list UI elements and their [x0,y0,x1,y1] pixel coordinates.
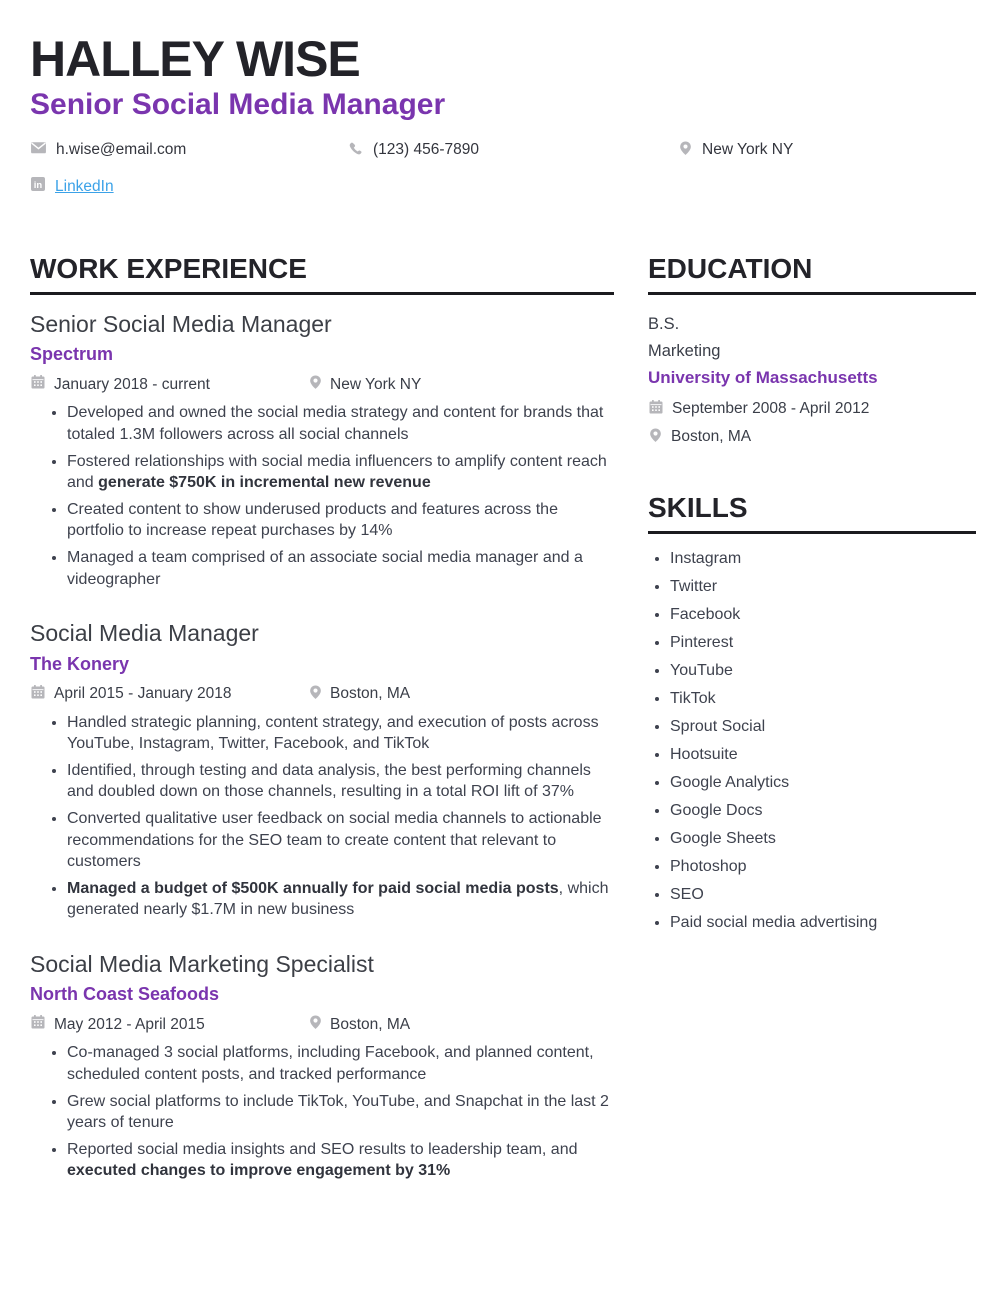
location-pin-icon [308,684,323,705]
job-meta [30,374,614,395]
job-bullet: • Developed and owned the social media strategy and content for brands that totaled 1.3M followers across all social channels [67,402,614,445]
skills-title: SKILLS [648,492,976,534]
education-major: Marketing [648,341,721,360]
job-location-text: New York NY [330,375,422,393]
calendar-icon [30,374,46,395]
linkedin-icon [30,176,46,197]
education-dates-row [648,399,976,420]
skill-item: • Sprout Social [670,718,976,736]
linkedin-link[interactable]: LinkedIn [55,177,114,195]
contact-phone [348,140,678,161]
contact-location-text: New York NY [702,141,794,158]
location-pin-icon [308,1014,323,1035]
contact-phone-text: (123) 456-7890 [373,141,479,158]
job-dates-text: April 2015 - January 2018 [54,685,232,703]
skill-item: • Google Sheets [670,830,976,848]
job-bullets [30,712,614,921]
work-experience-section [30,253,614,1182]
job-meta [30,1014,614,1035]
location-pin-icon [648,427,663,448]
resume-header [30,31,976,197]
skill-item: • Hootsuite [670,746,976,764]
contact-linkedin [30,176,348,197]
job-bullet: • Reported social media insights and SEO results to leadership team, and executed changes to improve engagement by 31% [67,1139,614,1182]
job-title: Social Media Marketing Specialist [30,950,374,977]
skill-item: • Google Analytics [670,774,976,792]
skill-item: • Google Docs [670,802,976,820]
job-bullet: • Co-managed 3 social platforms, including Facebook, and planned content, scheduled content posts, and tracked performance [67,1042,614,1085]
location-pin-icon [308,374,323,395]
calendar-icon [30,684,46,705]
job-bullet: • Created content to show underused products and features across the portfolio to increase repeat purchases by 14% [67,499,614,542]
skill-item: • Paid social media advertising [670,914,976,932]
education-section [648,253,976,448]
calendar-icon [30,1014,46,1035]
contact-info [30,139,976,197]
job-entry [30,311,614,590]
job-company: The Konery [30,653,130,674]
job-bullet: • Grew social platforms to include TikTok, YouTube, and Snapchat in the last 2 years of tenure [67,1091,614,1134]
work-experience-title: WORK EXPERIENCE [30,253,614,295]
email-icon [30,139,47,161]
job-entry [30,620,614,921]
job-dates-text: May 2012 - April 2015 [54,1015,205,1033]
job-location [308,684,410,705]
job-location-text: Boston, MA [330,685,411,703]
skills-section [648,492,976,932]
job-title: Social Media Manager [30,620,259,647]
job-entry [30,951,614,1182]
job-bullets [30,1042,614,1182]
skill-item: • Instagram [670,550,976,568]
calendar-icon [648,399,664,420]
skills-list [648,550,976,932]
job-bullets [30,402,614,590]
skill-item: • Photoshop [670,858,976,876]
location-pin-icon [678,140,693,161]
job-bullet: • Converted qualitative user feedback on social media channels to actionable recommendations for the SEO team to create content that relevant to customers [67,808,614,873]
right-column [648,253,976,1212]
skill-item: • Pinterest [670,634,976,652]
svg-text:in: in [33,180,43,191]
skill-item: • Facebook [670,606,976,624]
education-title: EDUCATION [648,253,976,295]
education-location: Boston, MA [671,428,752,446]
left-column [30,253,614,1212]
skill-item: • SEO [670,886,976,904]
job-location [308,374,421,395]
education-degree: B.S. [648,315,680,333]
job-company: North Coast Seafoods [30,984,220,1005]
job-dates [30,374,308,395]
resume-body [30,253,976,1212]
education-school: University of Massachusetts [648,368,878,388]
job-bullet: • Managed a team comprised of an associate social media manager and a videographer [67,547,614,590]
job-meta [30,684,614,705]
education-dates: September 2008 - April 2012 [672,400,870,418]
skill-item: • Twitter [670,578,976,596]
job-bullet: • Managed a budget of $500K annually for paid social media posts, which generated nearly $1.7M in new business [67,878,614,921]
skill-item: • YouTube [670,662,976,680]
job-title: Senior Social Media Manager [30,311,332,337]
job-bullet: • Handled strategic planning, content strategy, and execution of posts across YouTube, Instagram, Twitter, Facebook, and TikTok [67,712,614,755]
education-location-row [648,427,976,448]
job-dates [30,684,308,705]
job-dates [30,1014,308,1035]
job-location [308,1014,410,1035]
person-name: HALLEY WISE [30,31,360,87]
contact-email-text: h.wise@email.com [56,141,187,158]
job-list [30,311,614,1182]
job-location-text: Boston, MA [330,1015,411,1033]
job-bullet: • Fostered relationships with social media influencers to amplify content reach and generate $750K in incremental new revenue [67,451,614,494]
contact-location [678,140,976,161]
phone-icon [348,140,364,161]
job-bullet: • Identified, through testing and data analysis, the best performing channels and doubled down on those channels, resulting in a total ROI lift of 37% [67,760,614,803]
contact-email [30,139,348,161]
job-dates-text: January 2018 - current [54,375,210,393]
skill-item: • TikTok [670,690,976,708]
job-company: Spectrum [30,344,114,365]
person-title: Senior Social Media Manager [30,88,446,121]
